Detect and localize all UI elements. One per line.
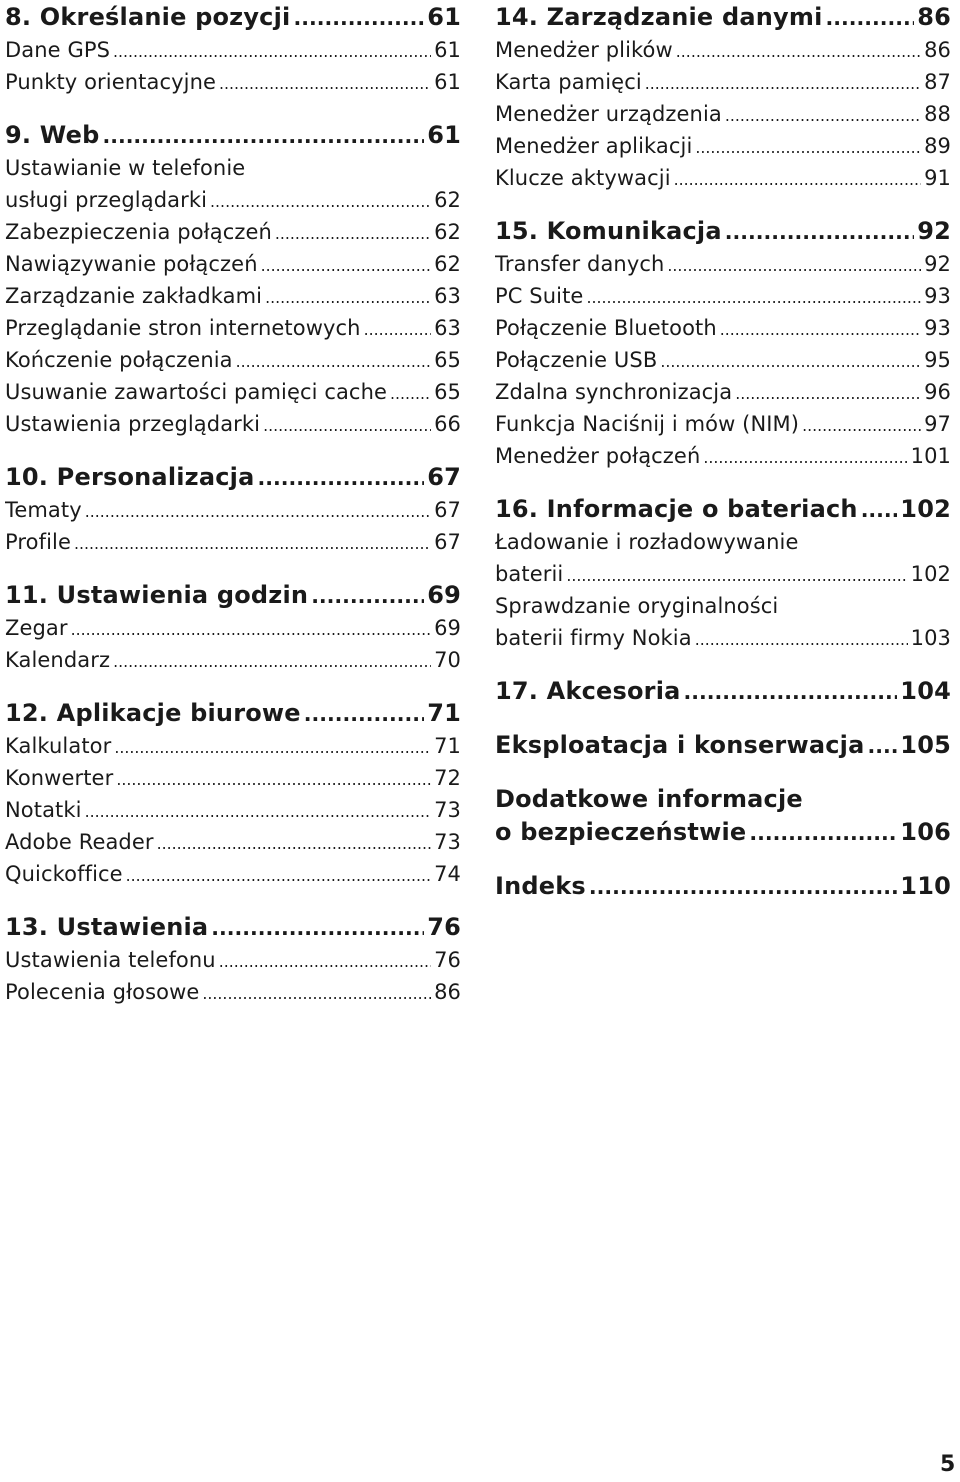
toc-heading-label: 17. Akcesoria	[495, 677, 681, 705]
toc-entry-page-number: 62	[434, 220, 461, 244]
dot-leader	[265, 280, 431, 312]
toc-entry[interactable]	[5, 730, 461, 762]
toc-entry[interactable]	[495, 130, 951, 162]
toc-section-11-ustawienia-godzin	[5, 579, 461, 676]
dot-leader	[275, 216, 431, 248]
toc-entry-label: Funkcja Naciśnij i mów (NIM)	[495, 412, 800, 436]
dot-leader	[311, 579, 424, 612]
toc-entry[interactable]	[5, 66, 461, 98]
toc-entry[interactable]	[5, 976, 461, 1008]
toc-entry[interactable]	[495, 312, 951, 344]
toc-heading[interactable]	[5, 697, 461, 730]
toc-entry-page-number: 61	[434, 38, 461, 62]
toc-section-eksploatacja-i-konserwacja	[495, 729, 951, 762]
toc-entry-label: Usuwanie zawartości pamięci cache	[5, 380, 388, 404]
toc-heading-label: Indeks	[495, 872, 586, 900]
toc-heading-page-number: 92	[917, 217, 951, 245]
dot-leader	[802, 408, 921, 440]
toc-entry[interactable]	[5, 826, 461, 858]
toc-entry-page-number: 86	[434, 980, 461, 1004]
toc-entry-page-number: 63	[434, 316, 461, 340]
toc-entry-label: Konwerter	[5, 766, 114, 790]
dot-leader	[586, 280, 921, 312]
dot-leader	[85, 494, 431, 526]
toc-entry-page-number: 92	[924, 252, 951, 276]
dot-leader	[236, 344, 431, 376]
dot-leader	[364, 312, 432, 344]
toc-entry-page-number: 91	[924, 166, 951, 190]
dot-leader	[674, 162, 921, 194]
toc-left-column	[5, 1, 461, 1008]
toc-entry[interactable]	[5, 280, 461, 312]
toc-entry-label: Zabezpieczenia połączeń	[5, 220, 272, 244]
dot-leader	[861, 493, 898, 526]
toc-entry-page-number: 67	[434, 498, 461, 522]
toc-entry[interactable]	[5, 644, 461, 676]
dot-leader	[589, 870, 897, 903]
toc-entry[interactable]	[495, 622, 951, 654]
toc-entry-label: Kończenie połączenia	[5, 348, 233, 372]
toc-heading-page-number: 105	[900, 731, 951, 759]
toc-heading-page-number: 110	[900, 872, 951, 900]
toc-entry-label: Menedżer urządzenia	[495, 102, 722, 126]
dot-leader	[113, 644, 431, 676]
toc-entry[interactable]	[5, 494, 461, 526]
toc-entry-label: Polecenia głosowe	[5, 980, 200, 1004]
toc-entry-label: Ustawienia przeglądarki	[5, 412, 261, 436]
toc-entry[interactable]	[495, 98, 951, 130]
toc-entry-label: Transfer danych	[495, 252, 665, 276]
toc-entry-page-number: 62	[434, 188, 461, 212]
toc-entry-line: Ładowanie i rozładowywanie	[495, 530, 799, 554]
toc-entry[interactable]	[5, 376, 461, 408]
dot-leader	[263, 408, 431, 440]
toc-entry-page-number: 65	[434, 348, 461, 372]
toc-heading[interactable]	[495, 493, 951, 526]
toc-entry-label: Dane GPS	[5, 38, 111, 62]
dot-leader	[304, 697, 424, 730]
toc-entry-label: Menedżer aplikacji	[495, 134, 693, 158]
toc-entry-label: Przeglądanie stron internetowych	[5, 316, 361, 340]
toc-section-16-informacje-o-bateriach	[495, 493, 951, 654]
dot-leader	[684, 675, 898, 708]
toc-entry[interactable]	[5, 408, 461, 440]
toc-section-13-ustawienia	[5, 911, 461, 1008]
toc-entry[interactable]	[495, 558, 951, 590]
toc-heading[interactable]	[495, 1, 951, 34]
toc-heading-page-number: 102	[900, 495, 951, 523]
toc-heading-page-number: 104	[900, 677, 951, 705]
toc-heading-label: o bezpieczeństwie	[495, 818, 747, 846]
toc-heading-page-number: 67	[427, 463, 461, 491]
toc-entry-page-number: 73	[434, 830, 461, 854]
toc-entry[interactable]	[5, 794, 461, 826]
dot-leader	[735, 376, 921, 408]
page-number: 5	[940, 1452, 956, 1477]
toc-heading-label: 14. Zarządzanie danymi	[495, 3, 823, 31]
toc-entry[interactable]	[495, 248, 951, 280]
toc-heading-page-number: 86	[917, 3, 951, 31]
toc-heading[interactable]	[5, 911, 461, 944]
toc-entry-page-number: 70	[434, 648, 461, 672]
toc-section-17-akcesoria	[495, 675, 951, 708]
toc-heading[interactable]	[5, 461, 461, 494]
toc-entry-page-number: 71	[434, 734, 461, 758]
toc-entry[interactable]	[495, 440, 951, 472]
toc-heading-page-number: 61	[427, 121, 461, 149]
dot-leader	[74, 526, 431, 558]
toc-entry-line: Ustawianie w telefonie	[5, 156, 246, 180]
toc-heading-label: 16. Informacje o bateriach	[495, 495, 858, 523]
toc-heading-page-number: 76	[427, 913, 461, 941]
toc-section-indeks	[495, 870, 951, 903]
dot-leader	[210, 184, 431, 216]
toc-section-8-okreslanie-pozycji	[5, 1, 461, 98]
toc-heading-label: 12. Aplikacje biurowe	[5, 699, 301, 727]
toc-heading-label: 15. Komunikacja	[495, 217, 722, 245]
toc-entry-page-number: 95	[924, 348, 951, 372]
toc-heading-label: 13. Ustawienia	[5, 913, 209, 941]
toc-entry-page-number: 97	[924, 412, 951, 436]
toc-section-o-bezpieczenstwie	[495, 783, 951, 849]
toc-entry-label: Menedżer połączeń	[495, 444, 701, 468]
toc-entry[interactable]	[5, 344, 461, 376]
toc-entry-line: Sprawdzanie oryginalności	[495, 594, 779, 618]
toc-heading[interactable]	[495, 729, 951, 762]
toc-heading-label: 9. Web	[5, 121, 100, 149]
dot-leader	[219, 944, 431, 976]
dot-leader	[695, 622, 908, 654]
dot-leader	[826, 1, 915, 34]
toc-entry-page-number: 74	[434, 862, 461, 886]
toc-entry[interactable]	[495, 66, 951, 98]
dot-leader	[258, 461, 425, 494]
dot-leader	[261, 248, 431, 280]
toc-section-15-komunikacja	[495, 215, 951, 472]
toc-entry[interactable]	[495, 344, 951, 376]
toc-entry-label: Kalendarz	[5, 648, 111, 672]
toc-heading-line: Dodatkowe informacje	[495, 785, 803, 813]
toc-heading-label: 11. Ustawienia godzin	[5, 581, 309, 609]
toc-entry-page-number: 66	[434, 412, 461, 436]
dot-leader	[703, 440, 907, 472]
toc-entry-page-number: 62	[434, 252, 461, 276]
dot-leader	[695, 130, 921, 162]
toc-entry-page-number: 89	[924, 134, 951, 158]
dot-leader	[116, 762, 431, 794]
toc-entry-page-number: 61	[434, 70, 461, 94]
toc-entry-label: Połączenie USB	[495, 348, 658, 372]
toc-entry[interactable]	[5, 34, 461, 66]
toc-entry-page-number: 72	[434, 766, 461, 790]
toc-heading[interactable]	[5, 119, 461, 152]
dot-leader	[219, 66, 431, 98]
dot-leader	[126, 858, 431, 890]
toc-entry-page-number: 69	[434, 616, 461, 640]
toc-entry-label: Zegar	[5, 616, 68, 640]
toc-entry-label: Karta pamięci	[495, 70, 642, 94]
toc-entry-label: Adobe Reader	[5, 830, 154, 854]
toc-entry[interactable]	[5, 216, 461, 248]
dot-leader	[749, 816, 897, 849]
toc-entry-label: Quickoffice	[5, 862, 123, 886]
toc-entry[interactable]	[495, 280, 951, 312]
dot-leader	[720, 312, 921, 344]
toc-section-9-web	[5, 119, 461, 440]
toc-entry-label: Menedżer plików	[495, 38, 673, 62]
toc-entry-page-number: 103	[910, 626, 951, 650]
toc-heading-page-number: 61	[427, 3, 461, 31]
toc-entry-page-number: 88	[924, 102, 951, 126]
dot-leader	[71, 612, 431, 644]
toc-entry[interactable]	[495, 162, 951, 194]
toc-heading-page-number: 69	[427, 581, 461, 609]
toc-entry-page-number: 73	[434, 798, 461, 822]
toc-heading[interactable]	[495, 215, 951, 248]
toc-entry-label: Kalkulator	[5, 734, 112, 758]
toc-entry[interactable]	[5, 612, 461, 644]
toc-entry-label: Nawiązywanie połączeń	[5, 252, 258, 276]
dot-leader	[113, 34, 431, 66]
dot-leader	[645, 66, 921, 98]
toc-entry-label: Profile	[5, 530, 71, 554]
toc-entry-page-number: 93	[924, 284, 951, 308]
toc-entry-label: Punkty orientacyjne	[5, 70, 216, 94]
toc-heading-label: 8. Określanie pozycji	[5, 3, 291, 31]
dot-leader	[293, 1, 424, 34]
dot-leader	[114, 730, 431, 762]
dot-leader	[868, 729, 898, 762]
toc-entry[interactable]	[5, 312, 461, 344]
toc-entry[interactable]	[5, 762, 461, 794]
toc-entry[interactable]	[495, 34, 951, 66]
toc-heading-page-number: 71	[427, 699, 461, 727]
toc-entry-page-number: 67	[434, 530, 461, 554]
toc-entry[interactable]	[5, 944, 461, 976]
toc-entry-label: PC Suite	[495, 284, 584, 308]
dot-leader	[157, 826, 431, 858]
toc-heading[interactable]	[495, 870, 951, 903]
toc-entry-page-number: 76	[434, 948, 461, 972]
toc-section-10-personalizacja	[5, 461, 461, 558]
toc-heading[interactable]	[5, 579, 461, 612]
toc-heading[interactable]	[5, 1, 461, 34]
toc-entry[interactable]	[5, 248, 461, 280]
dot-leader	[102, 119, 424, 152]
toc-entry[interactable]	[495, 408, 951, 440]
dot-leader	[211, 911, 424, 944]
toc-entry-label: Zdalna synchronizacja	[495, 380, 733, 404]
toc-entry-page-number: 65	[434, 380, 461, 404]
toc-heading-page-number: 106	[900, 818, 951, 846]
toc-entry-label: Notatki	[5, 798, 82, 822]
toc-heading[interactable]	[495, 816, 951, 849]
dot-leader	[676, 34, 921, 66]
toc-entry-page-number: 96	[924, 380, 951, 404]
toc-entry-page-number: 86	[924, 38, 951, 62]
toc-entry-label: Klucze aktywacji	[495, 166, 671, 190]
dot-leader	[202, 976, 431, 1008]
toc-entry-page-number: 93	[924, 316, 951, 340]
toc-entry[interactable]	[495, 376, 951, 408]
dot-leader	[725, 98, 921, 130]
toc-entry-page-number: 63	[434, 284, 461, 308]
toc-entry-label: baterii	[495, 562, 564, 586]
dot-leader	[85, 794, 431, 826]
dot-leader	[660, 344, 921, 376]
toc-entry[interactable]	[5, 184, 461, 216]
toc-heading-label: 10. Personalizacja	[5, 463, 255, 491]
toc-entry-label: usługi przeglądarki	[5, 188, 208, 212]
toc-section-12-aplikacje-biurowe	[5, 697, 461, 890]
dot-leader	[667, 248, 921, 280]
toc-entry-label: Połączenie Bluetooth	[495, 316, 717, 340]
toc-heading[interactable]	[495, 675, 951, 708]
toc-entry-label: baterii firmy Nokia	[495, 626, 692, 650]
dot-leader	[566, 558, 907, 590]
toc-heading-label: Eksploatacja i konserwacja	[495, 731, 865, 759]
toc-section-14-zarzadzanie-danymi	[495, 1, 951, 194]
dot-leader	[390, 376, 431, 408]
toc-right-column	[495, 1, 951, 903]
toc-entry-label: Ustawienia telefonu	[5, 948, 216, 972]
toc-entry-page-number: 102	[910, 562, 951, 586]
toc-entry[interactable]	[5, 526, 461, 558]
toc-entry-label: Zarządzanie zakładkami	[5, 284, 263, 308]
toc-entry-page-number: 101	[910, 444, 951, 468]
toc-entry-label: Tematy	[5, 498, 82, 522]
dot-leader	[725, 215, 914, 248]
toc-entry[interactable]	[5, 858, 461, 890]
toc-entry-page-number: 87	[924, 70, 951, 94]
